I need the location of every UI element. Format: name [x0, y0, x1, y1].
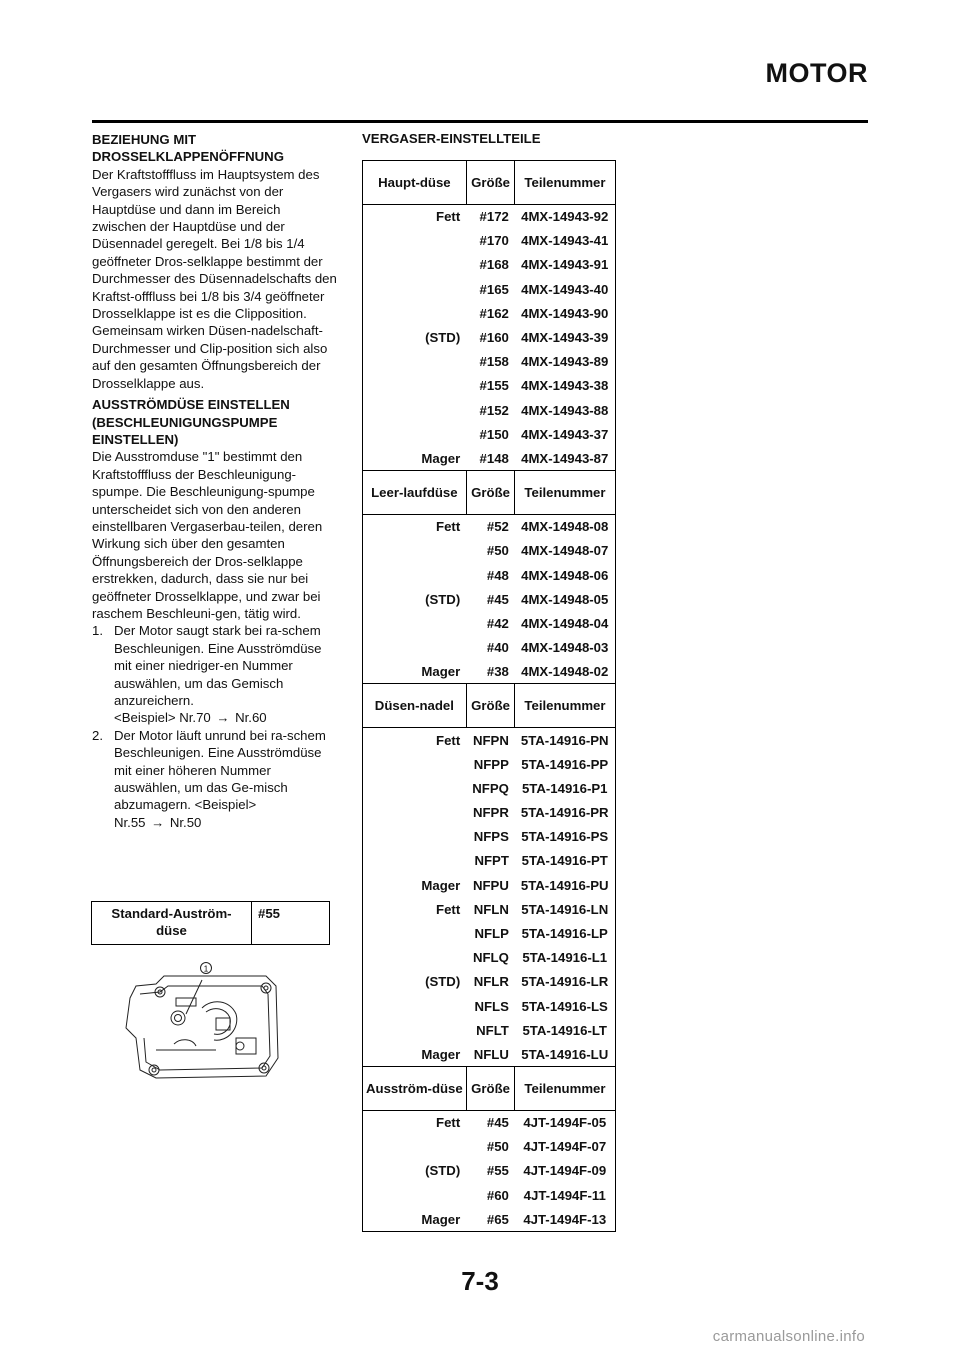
table-row — [363, 229, 616, 253]
table-cell: #168 — [479, 257, 509, 273]
table-cell: NFLU — [473, 1046, 509, 1062]
table-row — [363, 636, 616, 660]
table-cell: 4MX-14943-41 — [515, 229, 615, 253]
page-header-title: MOTOR — [765, 58, 868, 88]
table-cell: #52 — [486, 519, 509, 535]
table-cell: NFPT — [474, 853, 509, 869]
table-cell: 5TA-14916-LU — [515, 1042, 615, 1066]
table-cell — [363, 301, 467, 325]
table-cell — [363, 849, 467, 873]
table-cell: 5TA-14916-LT — [515, 1018, 615, 1042]
table-row — [363, 1042, 616, 1066]
arrow-right-icon: → — [216, 710, 230, 726]
table-cell: NFPN — [472, 732, 509, 748]
table-cell: 5TA-14916-LS — [515, 994, 615, 1018]
table-row — [363, 728, 616, 752]
table-cell — [363, 422, 467, 446]
section-body-throttle: Der Kraftstofffluss im Hauptsystem des Vergasers wird zunächst von der Hauptdüse und dann im Bereich zwischen der Hauptdüse und der Düsennadel geregelt. Bei 1/8 bis 1/4 geöffneter Dros-selklappe bestimmt der Durchmesser des Düsennadelschafts den Kraftst-offfluss bei 1/8 bis 3/4 geöffneter Drosselklappe ist es die Clipposition. Gemeinsam wirken Düsen-nadelschaft- Durchmesser und Clip-position sich also auf den gesamten Öffnungsbereich der Drosselklappe aus. — [92, 166, 337, 391]
table-cell: 4JT-1494F-07 — [515, 1135, 615, 1159]
watermark: carmanualsonline.info — [712, 1328, 865, 1345]
table-cell: #45 — [486, 1115, 509, 1131]
table-cell: 4JT-1494F-13 — [515, 1207, 615, 1231]
table-cell: 5TA-14916-LN — [515, 897, 615, 921]
table-cell: NFLN — [473, 901, 509, 917]
header-cell: Haupt-düse — [363, 161, 467, 205]
table-row — [363, 1135, 616, 1159]
table-cell: 4MX-14943-38 — [515, 374, 615, 398]
header-cell: Größe — [466, 161, 515, 205]
table-header-row — [363, 1067, 616, 1111]
table-cell: (STD) — [363, 1159, 467, 1183]
table-row — [363, 374, 616, 398]
table-cell: 4MX-14943-88 — [515, 398, 615, 422]
table-row — [363, 325, 616, 349]
list-item: 2. Der Motor läuft unrund bei ra-schem Beschleunigen. Eine Ausströmdüse mit einer höheren Nummer auswählen, um das Ge-misch abzumagern. <Beispiel> Nr.55 → Nr.50 — [92, 727, 326, 830]
table-cell: #42 — [486, 615, 509, 631]
table-cell — [363, 1018, 467, 1042]
table-cell — [363, 374, 467, 398]
table-cell: 4MX-14943-89 — [515, 350, 615, 374]
table-cell: 5TA-14916-LR — [515, 970, 615, 994]
table-row — [363, 752, 616, 776]
table-cell — [363, 752, 467, 776]
table-cell — [363, 921, 467, 945]
table-cell: NFLR — [473, 974, 509, 990]
table-cell — [363, 563, 467, 587]
table-row — [363, 422, 616, 446]
table-cell: 4MX-14943-87 — [515, 446, 615, 470]
table-cell: 5TA-14916-P1 — [515, 776, 615, 800]
table-cell — [363, 800, 467, 824]
table-cell — [363, 636, 467, 660]
table-cell: NFPR — [472, 805, 509, 821]
header-cell: Teilenummer — [515, 161, 615, 205]
table-cell — [363, 1183, 467, 1207]
table-cell: 4JT-1494F-09 — [515, 1159, 615, 1183]
table-cell: #158 — [479, 354, 509, 370]
table-cell: #55 — [486, 1163, 509, 1179]
standard-jet-value: #55 — [252, 902, 330, 945]
table-cell: Fett — [363, 897, 467, 921]
header-cell: Größe — [466, 1067, 515, 1111]
table-cell: #172 — [479, 209, 509, 225]
table-cell: 4MX-14948-08 — [515, 515, 615, 539]
table-cell: #152 — [479, 402, 509, 418]
table-cell: #65 — [466, 1207, 515, 1231]
table-cell: #60 — [486, 1187, 509, 1203]
table-cell — [363, 253, 467, 277]
standard-jet-table — [91, 901, 330, 945]
table-cell: NFLT — [476, 1022, 509, 1038]
table-cell — [363, 946, 467, 970]
table-row — [363, 205, 616, 229]
table-cell: Mager — [363, 1042, 467, 1066]
parts-table-title: VERGASER-EINSTELLTEILE — [362, 131, 541, 146]
table-row — [363, 253, 616, 277]
table-cell: 4MX-14943-91 — [515, 253, 615, 277]
table-cell: 5TA-14916-LP — [515, 921, 615, 945]
table-row — [363, 970, 616, 994]
table-cell: 5TA-14916-PN — [515, 728, 615, 752]
table-row — [363, 873, 616, 897]
table-cell: (STD) — [363, 325, 467, 349]
callout-number: 1 — [203, 964, 209, 974]
table-cell: Mager — [363, 446, 467, 470]
table-cell: #45 — [486, 591, 509, 607]
table-cell: Mager — [363, 660, 467, 684]
table-row — [363, 301, 616, 325]
table-cell: (STD) — [363, 970, 467, 994]
table-cell: 5TA-14916-PT — [515, 849, 615, 873]
table-cell: Fett — [363, 205, 467, 229]
left-column — [92, 131, 337, 831]
table-cell: 4JT-1494F-11 — [515, 1183, 615, 1207]
table-row — [363, 587, 616, 611]
table-row — [363, 849, 616, 873]
table-cell: Fett — [363, 1111, 467, 1135]
table-cell: 4MX-14948-05 — [515, 587, 615, 611]
table-cell: #50 — [486, 543, 509, 559]
table-row — [363, 1111, 616, 1135]
table-cell: #148 — [479, 450, 509, 466]
table-row — [363, 611, 616, 635]
section-body-accel-jet: Die Ausstromduse "1" bestimmt den Kraftstofffluss der Beschleunigung-spumpe. Die Beschleunigung-spumpe unterscheidet sich von den anderen einstellbaren Vergaserbau-teilen, deren Wirkung sich über den gesamten Öffnungsbereich der Dros-selklappe erstrekken, dadurch, dass sie nur bei geöffneter Drosselklappe, und zwar bei raschem Beschleuni-gen, tätig wird. — [92, 449, 323, 621]
table-cell — [363, 611, 467, 635]
table-cell — [363, 229, 467, 253]
table-cell: 4MX-14948-02 — [515, 660, 615, 684]
table-cell: #48 — [486, 567, 509, 583]
page-number: 7-3 — [461, 1266, 499, 1296]
table-cell: NFPP — [473, 756, 509, 772]
table-cell — [363, 350, 467, 374]
header-cell: Leer-laufdüse — [363, 471, 467, 515]
table-cell: Mager — [363, 873, 467, 897]
table-cell: 4MX-14948-04 — [515, 611, 615, 635]
table-row — [363, 921, 616, 945]
table-cell: 5TA-14916-PR — [515, 800, 615, 824]
carburetor-parts-table — [362, 160, 616, 1232]
header-rule — [92, 120, 868, 123]
table-cell: 4MX-14943-37 — [515, 422, 615, 446]
table-cell: #170 — [479, 233, 509, 249]
table-cell: 4MX-14943-92 — [515, 205, 615, 229]
table-header-row — [363, 684, 616, 728]
table-row — [363, 515, 616, 539]
arrow-right-icon: → — [151, 814, 165, 830]
table-row — [363, 1159, 616, 1183]
header-cell: Ausström-düse — [363, 1067, 467, 1111]
table-row — [363, 1207, 616, 1231]
table-cell: 5TA-14916-PS — [515, 825, 615, 849]
table-cell — [363, 776, 467, 800]
table-row — [363, 897, 616, 921]
table-row — [363, 825, 616, 849]
table-header-row — [363, 471, 616, 515]
table-cell: 5TA-14916-PU — [515, 873, 615, 897]
table-cell: 4MX-14943-90 — [515, 301, 615, 325]
table-cell: NFPS — [473, 829, 509, 845]
header-cell: Teilenummer — [515, 1067, 615, 1111]
table-cell: 4MX-14948-07 — [515, 539, 615, 563]
table-cell: 4MX-14948-03 — [515, 636, 615, 660]
table-cell: 4MX-14948-06 — [515, 563, 615, 587]
table-cell: NFPQ — [472, 780, 509, 796]
table-cell: NFPU — [472, 877, 509, 893]
table-cell: 4MX-14943-39 — [515, 325, 615, 349]
table-row — [363, 539, 616, 563]
table-cell: 4MX-14943-40 — [515, 277, 615, 301]
table-cell: 5TA-14916-L1 — [515, 946, 615, 970]
table-cell: #50 — [486, 1139, 509, 1155]
header-cell: Größe — [466, 471, 515, 515]
table-row — [363, 1018, 616, 1042]
list-item: 1. Der Motor saugt stark bei ra-schem Beschleunigen. Eine Ausströmdüse mit einer niedriger-en Nummer auswählen, um das Gemisch anzureichern. <Beispiel> Nr.70 → Nr.60 — [92, 623, 322, 726]
section-heading-accel-jet: AUSSTRÖMDÜSE EINSTELLEN (BESCHLEUNIGUNGSPUMPE EINSTELLEN) — [92, 397, 290, 447]
table-cell: #40 — [486, 640, 509, 656]
header-cell: Größe — [466, 684, 515, 728]
table-row — [363, 277, 616, 301]
table-cell: #155 — [479, 378, 509, 394]
table-row — [363, 946, 616, 970]
table-cell — [363, 539, 467, 563]
table-cell — [363, 398, 467, 422]
table-cell: NFLQ — [472, 950, 509, 966]
table-row — [363, 398, 616, 422]
table-cell: #165 — [479, 281, 509, 297]
table-row — [363, 994, 616, 1018]
table-cell — [363, 1135, 467, 1159]
table-header-row — [363, 161, 616, 205]
table-cell — [363, 277, 467, 301]
table-cell: Fett — [363, 515, 467, 539]
table-cell: #150 — [479, 426, 509, 442]
table-row — [363, 446, 616, 470]
carburetor-illustration — [116, 958, 286, 1086]
table-cell: #38 — [486, 664, 509, 680]
table-cell: 4JT-1494F-05 — [515, 1111, 615, 1135]
header-cell: Teilenummer — [515, 684, 615, 728]
table-cell: #162 — [479, 305, 509, 321]
header-cell: Teilenummer — [515, 471, 615, 515]
header-cell: Düsen-nadel — [363, 684, 467, 728]
table-row — [363, 563, 616, 587]
table-cell — [363, 994, 467, 1018]
adjustment-list — [92, 622, 337, 831]
table-cell: NFLP — [474, 925, 509, 941]
table-cell: Mager — [363, 1207, 467, 1231]
table-row — [363, 776, 616, 800]
table-cell: (STD) — [363, 587, 467, 611]
table-cell: Fett — [363, 728, 467, 752]
table-row — [363, 1183, 616, 1207]
table-row — [363, 800, 616, 824]
table-cell — [363, 825, 467, 849]
standard-jet-label: Standard-Auström-düse — [92, 902, 252, 945]
section-heading-throttle: BEZIEHUNG MIT DROSSELKLAPPENÖFFNUNG — [92, 132, 284, 165]
table-row — [363, 350, 616, 374]
table-row — [363, 660, 616, 684]
table-cell: NFLS — [474, 998, 509, 1014]
table-cell: 5TA-14916-PP — [515, 752, 615, 776]
table-cell: #160 — [479, 330, 509, 346]
